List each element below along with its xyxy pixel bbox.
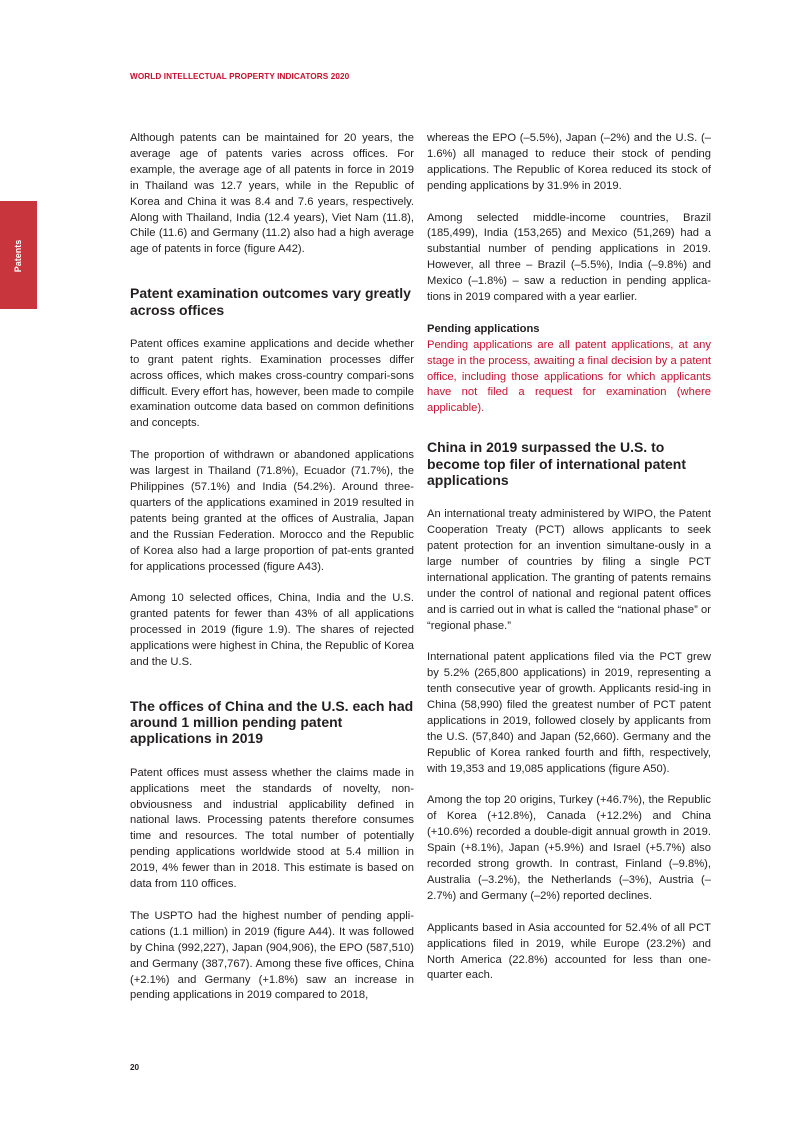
paragraph-middle-income: Among selected middle-income countries, Brazil (185,499), India (153,265) and Mexico (51,269) had a substantial number of pending applications in 2019. However, all three – Brazil (–5.5%), India (–9.8%) and Mexico (–1.8%) – saw a reduction in pending applica-tions in 2019 compared with a year earlier. [427, 211, 711, 304]
paragraph-stock-reduction: whereas the EPO (–5.5%), Japan (–2%) and the U.S. (–1.6%) all managed to reduce their stock of pending applications. The Republic of Korea reduced its stock of pending applications by 31.9% in 2019. [427, 132, 711, 192]
heading-examination-outcomes: Patent examination outcomes vary greatly across offices [130, 285, 411, 318]
paragraph-claims-assessment: Patent offices must assess whether the claims made in applications meet the standards of novelty, non-obviousness and industrial applicability defined in national laws. Processing patents therefore consumes time and resources. The total number of potentially pending applications worldwide stood at 5.4 million in 2019, 4% fewer than in 2018. This estimate is based on data from 110 offices. [130, 766, 414, 891]
definition-text: Pending applications are all patent applications, at any stage in the process, awaiting a final decision by a patent office, including those applications for which applicants have not filed a request for examination (where applicable). [427, 338, 711, 415]
paragraph-examination-process: Patent offices examine applications and decide whether to grant patent rights. Examination processes differ across offices, which makes cross-country compari-sons difficult. Every effort has, however, been made to compile examination outcome data based on common definitions and concepts. [130, 337, 414, 430]
definition-title: Pending applications [427, 322, 540, 335]
paragraph-uspto-pending: The USPTO had the highest number of pending appli-cations (1.1 million) in 2019 (figure A44). It was followed by China (992,227), Japan (904,906), the EPO (587,510) and Germany (387,767). Among these five offices, China (+2.1%) and Germany (+1.8%) saw an increase in pending applications in 2019 compared to 2018, [130, 909, 414, 1002]
paragraph-top-origins: Among the top 20 origins, Turkey (+46.7%), the Republic of Korea (+12.8%), Canada (+12.2%) and China (+10.6%) recorded a double-digit annual growth in 2019. Spain (+8.1%), Japan (+5.9%) and Israel (+5.7%) also recorded strong growth. In contrast, Finland (–9.8%), Australia (–3.2%), the Netherlands (–3%), Austria (–2.7%) and Germany (–2%) reported declines. [427, 794, 711, 902]
heading-china-pct: China in 2019 surpassed the U.S. to become top filer of international patent applications [427, 439, 687, 488]
paragraph-regional-shares: Applicants based in Asia accounted for 52.4% of all PCT applications filed in 2019, while Europe (23.2%) and North America (22.8%) accounted for less than one-quarter each. [427, 921, 711, 982]
heading-pending-applications: The offices of China and the U.S. each had around 1 million pending patent applications in 2019 [130, 697, 414, 747]
left-column [130, 131, 414, 1020]
page-number: 20 [130, 1063, 140, 1072]
paragraph-pct-treaty: An international treaty administered by WIPO, the Patent Cooperation Treaty (PCT) allows applicants to seek patent protection for an invention simultane-ously in a large number of countries by filing a single PCT international application. The granting of patents remains under the control of national and regional patent offices and is carried out in what is called the “national phase” or “regional phase.” [427, 508, 711, 632]
section-tab [0, 201, 37, 309]
paragraph-selected-offices: Among 10 selected offices, China, India and the U.S. granted patents for fewer than 43% of all applications processed in 2019 (figure 1.9). The shares of rejected applications were highest in China, the Republic of Korea and the U.S. [130, 592, 414, 668]
paragraph-patent-age: Although patents can be maintained for 20 years, the average age of patents varies across offices. For example, the average age of all patents in force in 2019 in Thailand was 12.7 years, while in the Republic of Korea and China it was 8.4 and 7.6 years, respectively. Along with Thailand, India (12.4 years), Viet Nam (11.8), Chile (11.6) and Germany (11.2) also had a high average age of patents in force (figure A42). [130, 132, 414, 256]
paragraph-pct-growth: International patent applications filed via the PCT grew by 5.2% (265,800 applications) in 2019, representing a tenth consecutive year of growth. Applicants resid-ing in China (58,990) filed the greatest number of PCT patent applications in 2019, followed closely by applicants from the U.S. (57,840) and Japan (52,660). Germany and the Republic of Korea ranked fourth and fifth, respectively, with 19,353 and 19,085 applications (figure A50). [427, 651, 711, 775]
paragraph-withdrawn-applications: The proportion of withdrawn or abandoned applications was largest in Thailand (71.8%), Ecuador (71.7%), the Philippines (57.1%) and India (54.2%). Around three-quarters of the applications examined in 2019 resulted in patents being granted at the offices of Australia, Japan and the Russian Federation. Morocco and the Republic of Korea also had a large proportion of pat-ents granted for applications processed (figure A43). [130, 449, 414, 573]
section-tab-label: Patents [13, 239, 23, 273]
right-column [427, 131, 711, 1000]
running-title: WORLD INTELLECTUAL PROPERTY INDICATORS 2020 [130, 72, 350, 81]
